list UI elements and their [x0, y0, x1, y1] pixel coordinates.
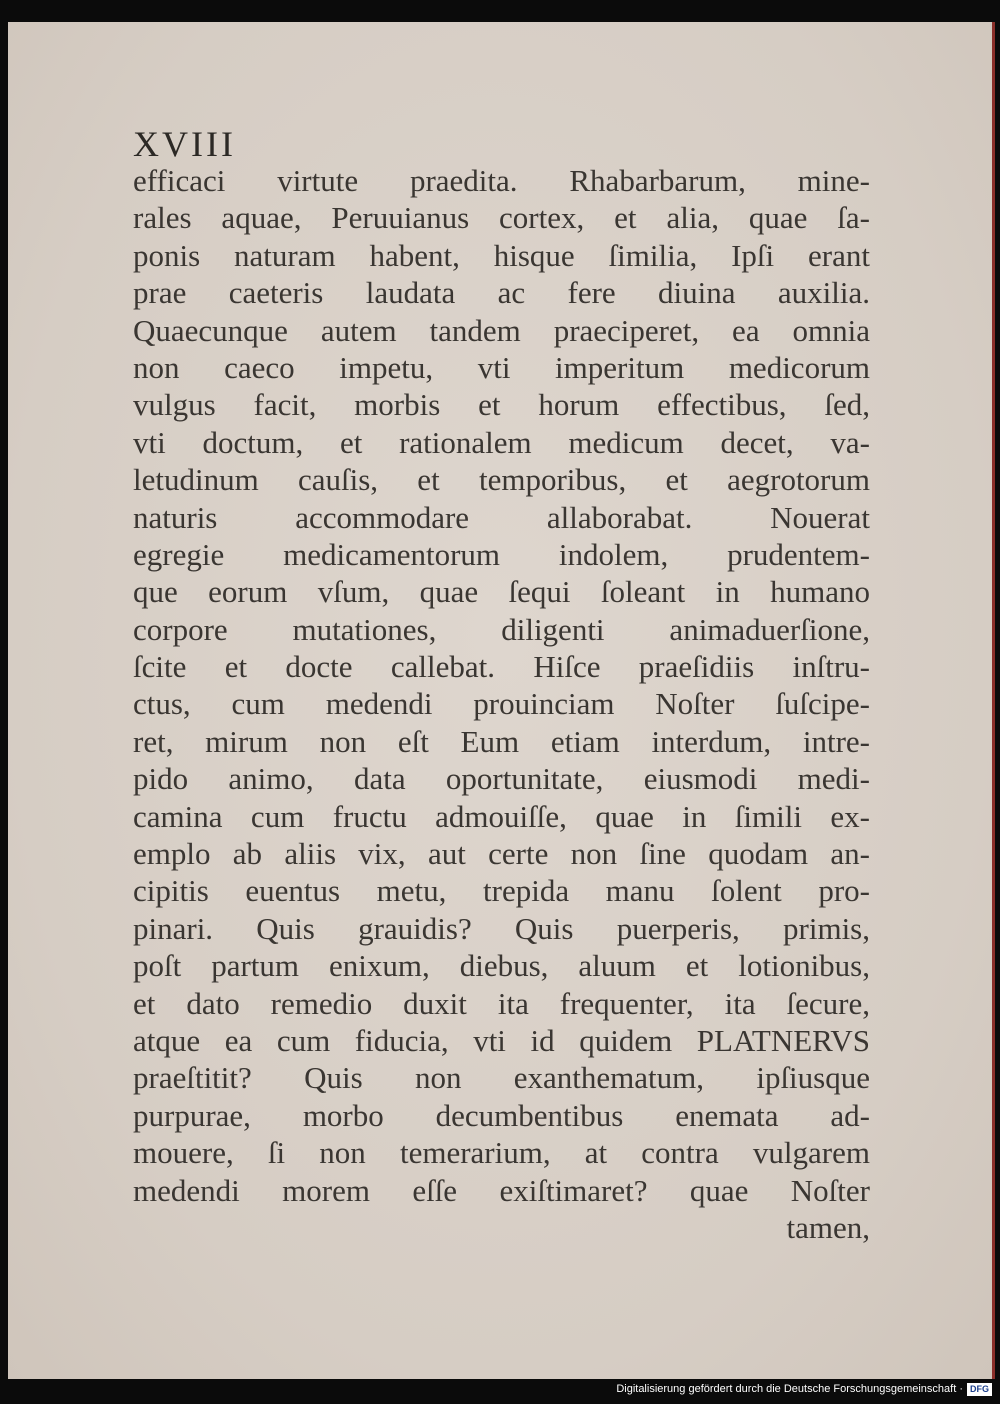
text-line: efficaci virtute praedita. Rhabarbarum, mine- [133, 163, 870, 198]
funding-footer [616, 1380, 992, 1398]
text-line: praeſtitit? Quis non exanthematum, ipſiusque [133, 1060, 870, 1096]
text-line: letudinum cauſis, et temporibus, et aegrotorum [133, 462, 870, 498]
text-line: medendi morem eſſe exiſtimaret? quae Noſter [133, 1172, 870, 1208]
text-line: mouere, ſi non temerarium, at contra vulgarem [133, 1135, 870, 1171]
text-line: ret, mirum non eſt Eum etiam interdum, intre- [133, 723, 870, 759]
text-line: pido animo, data oportunitate, eiusmodi medi- [133, 761, 870, 797]
dfg-logo-icon: DFG [967, 1383, 992, 1396]
text-line: et dato remedio duxit ita frequenter, ita ſecure, [133, 985, 870, 1021]
text-line: ponis naturam habent, hisque ſimilia, Ipſi erant [133, 237, 870, 273]
text-line: emplo ab aliis vix, aut certe non ſine quodam an- [133, 836, 870, 872]
catchword: tamen, [786, 1209, 870, 1245]
text-line: camina cum fructu admouiſſe, quae in ſimili ex- [133, 798, 870, 834]
text-line: ſcite et docte callebat. Hiſce praeſidiis inſtru- [133, 649, 870, 685]
text-line: prae caeteris laudata ac fere diuina auxilia. [133, 275, 870, 311]
book-page [8, 22, 995, 1379]
text-line: rales aquae, Peruuianus cortex, et alia, quae ſa- [133, 200, 870, 236]
funding-note: Digitalisierung gefördert durch die Deutsche Forschungsgemeinschaft · [616, 1383, 963, 1395]
text-line: poſt partum enixum, diebus, aluum et lotionibus, [133, 948, 870, 984]
text-line: corpore mutationes, diligenti animaduerſione, [133, 611, 870, 647]
text-line: ctus, cum medendi prouinciam Noſter ſuſcipe- [133, 686, 870, 722]
text-line: purpurae, morbo decumbentibus enemata ad- [133, 1097, 870, 1133]
text-line: vti doctum, et rationalem medicum decet, va- [133, 424, 870, 460]
text-line: egregie medicamentorum indolem, prudentem- [133, 536, 870, 572]
text-line: vulgus facit, morbis et horum effectibus, ſed, [133, 387, 870, 423]
text-line: non caeco impetu, vti imperitum medicorum [133, 349, 870, 385]
text-line: que eorum vſum, quae ſequi ſoleant in humano [133, 574, 870, 610]
text-line: cipitis euentus metu, trepida manu ſolent pro- [133, 873, 870, 909]
text-line: Quaecunque autem tandem praeciperet, ea omnia [133, 312, 870, 348]
body-text [133, 162, 870, 1246]
page-number-header: XVIII [133, 124, 236, 164]
text-line: naturis accommodare allaborabat. Nouerat [133, 499, 870, 535]
text-line: atque ea cum fiducia, vti id quidem PLATNERVS [133, 1022, 870, 1058]
text-line: pinari. Quis grauidis? Quis puerperis, primis, [133, 910, 870, 946]
